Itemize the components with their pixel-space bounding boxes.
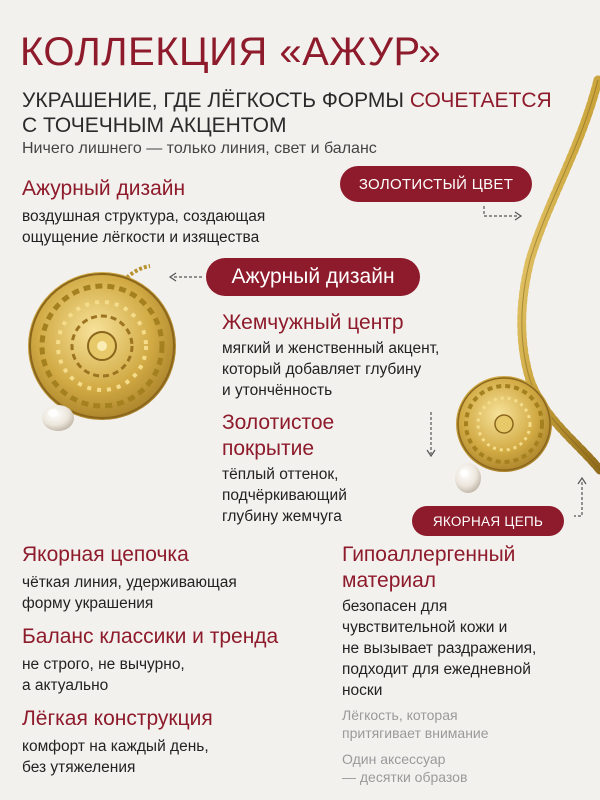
feature-text (22, 206, 265, 248)
feature-heading: Лёгкая конструкция (22, 707, 213, 730)
feature-line: не строго, не вычурно, (22, 656, 185, 673)
feature-line: подходит для ежедневной (342, 661, 531, 678)
dashed-arrow-icon (482, 206, 526, 224)
feature-line: безопасен для (342, 598, 448, 615)
feature-heading (342, 542, 536, 594)
feature-line: тёплый оттенок, (222, 466, 339, 483)
feature-line: не вызывает раздражения, (342, 640, 537, 657)
feature-text (22, 572, 237, 614)
dashed-arrow-icon (572, 476, 592, 524)
page-title: КОЛЛЕКЦИЯ «АЖУР» (20, 30, 442, 74)
feature-heading-line: покрытие (222, 437, 315, 460)
openwork-medallion-image (18, 268, 176, 446)
feature-hypo (342, 542, 536, 701)
feature-heading-line: Гипоаллергенный (342, 543, 516, 566)
feature-line: который добавляет глубину (222, 361, 422, 378)
note-versatility (342, 750, 467, 786)
gold-color-pill: ЗОЛОТИСТЫЙ ЦВЕТ (340, 166, 532, 202)
anchor-chain-pill: ЯКОРНАЯ ЦЕПЬ (412, 506, 564, 536)
feature-line: комфорт на каждый день, (22, 738, 209, 755)
feature-line: мягкий и женственный акцент, (222, 340, 440, 357)
feature-line: воздушная структура, создающая (22, 208, 266, 225)
feature-text (222, 338, 439, 401)
pendant-image (442, 370, 552, 500)
note-line: Лёгкость, которая (342, 707, 458, 723)
note-line: притягивает внимание (342, 725, 489, 741)
feature-line: носки (342, 682, 383, 699)
feature-coating (222, 410, 347, 527)
feature-heading: Якорная цепочка (22, 543, 189, 566)
note-lightness (342, 706, 489, 742)
feature-line: подчёркивающий (222, 487, 347, 504)
feature-line: чувствительной кожи и (342, 619, 508, 636)
feature-line: чёткая линия, удерживающая (22, 574, 237, 591)
feature-line: глубину жемчуга (222, 508, 342, 525)
note-line: — десятки образов (342, 769, 468, 785)
feature-line: без утяжеления (22, 759, 136, 776)
feature-openwork (22, 176, 265, 248)
feature-line: а актуально (22, 677, 109, 694)
feature-heading (222, 410, 347, 462)
subtitle-part2: С ТОЧЕЧНЫМ АКЦЕНТОМ (22, 114, 287, 137)
feature-heading: Жемчужный центр (222, 311, 404, 334)
feature-text (342, 596, 536, 701)
feature-heading: Баланс классики и тренда (22, 625, 279, 648)
dashed-arrow-icon (424, 412, 438, 460)
feature-line: и утончённость (222, 382, 333, 399)
feature-heading: Ажурный дизайн (22, 177, 186, 200)
feature-balance (22, 624, 278, 696)
feature-heading-line: Золотистое (222, 411, 335, 434)
feature-light (22, 706, 213, 778)
feature-text (22, 736, 213, 778)
note-line: Один аксессуар (342, 751, 446, 767)
subtitle-accent: СОЧЕТАЕТСЯ (409, 89, 552, 112)
openwork-design-pill: Ажурный дизайн (206, 258, 420, 296)
subtitle-part1: УКРАШЕНИЕ, ГДЕ ЛЁГКОСТЬ ФОРМЫ (22, 89, 410, 112)
feature-text (222, 464, 347, 527)
tagline: Ничего лишнего — только линия, свет и баланс (22, 140, 377, 157)
feature-line: ощущение лёгкости и изящества (22, 229, 260, 246)
feature-anchor (22, 542, 237, 614)
feature-heading-line: материал (342, 569, 437, 592)
feature-text (22, 654, 278, 696)
dashed-arrow-icon (168, 270, 204, 284)
feature-pearl (222, 310, 439, 401)
feature-line: форму украшения (22, 595, 154, 612)
